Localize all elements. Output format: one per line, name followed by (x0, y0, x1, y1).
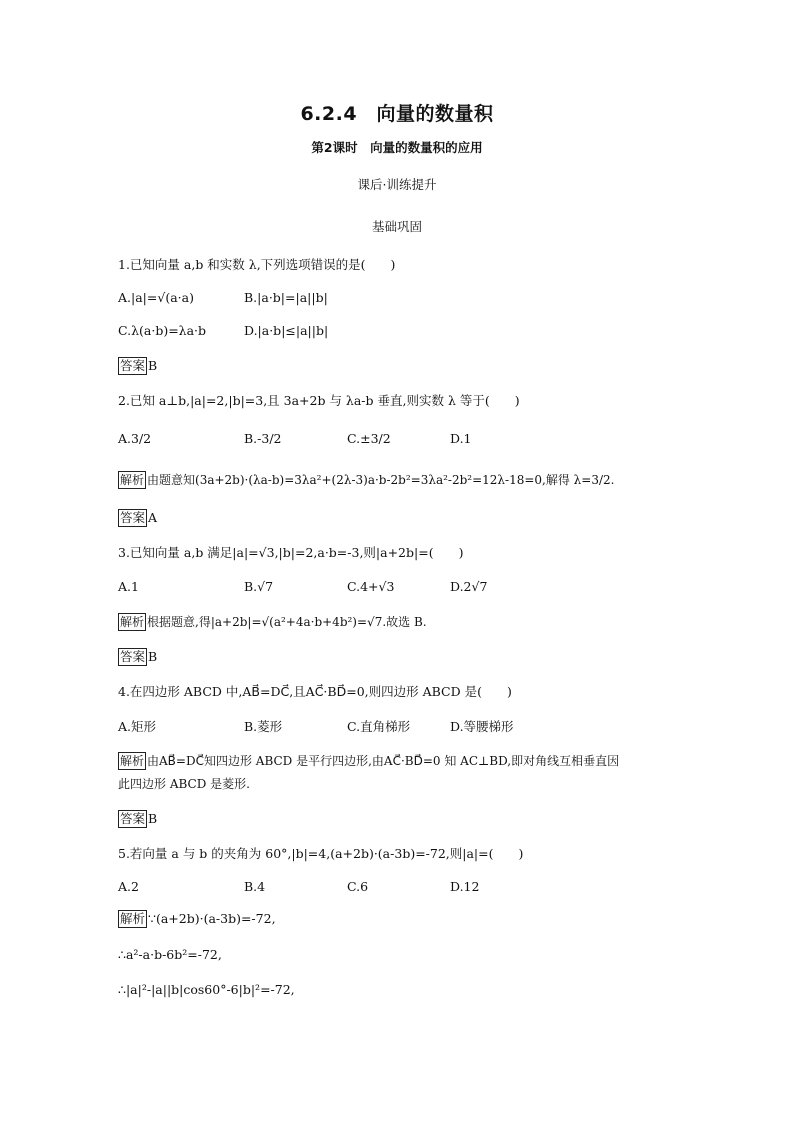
q3-analysis: 根据题意,得|a+2b|=√(a²+4a·b+4b²)=√7.故选 B. (147, 615, 427, 629)
q5-analysis-line-1: ∵(a+2b)·(a-3b)=-72, (148, 911, 276, 926)
analysis-tag: 解析 (120, 911, 146, 926)
q2-answer: A (148, 510, 158, 525)
q3-option-c: C.4+√3 (347, 579, 395, 594)
q3-answer-row (118, 648, 157, 666)
answer-tag: 答案 (120, 649, 146, 664)
subsection-heading: 基础巩固 (371, 219, 422, 234)
q2-option-b: B.-3/2 (244, 431, 282, 446)
q1-answer-row (118, 357, 157, 375)
lesson-subtitle: 第2课时 向量的数量积的应用 (311, 140, 483, 155)
question-5-stem: 5.若向量 a 与 b 的夹角为 60°,|b|=4,(a+2b)·(a-3b)=-72,则|a|=( ) (118, 846, 524, 861)
answer-tag: 答案 (120, 510, 146, 525)
q4-analysis-line-1: 由AB⃗=DC⃗知四边形 ABCD 是平行四边形,由AC⃗·BD⃗=0 知 AC⊥BD,即对角线互相垂直因 (147, 754, 620, 768)
q5-option-a: A.2 (118, 879, 139, 894)
q4-option-d: D.等腰梯形 (450, 719, 514, 734)
q5-option-d: D.12 (450, 879, 480, 894)
q5-option-b: B.4 (244, 879, 266, 894)
section-label: 课后·训练提升 (357, 177, 437, 192)
answer-tag: 答案 (120, 811, 146, 826)
analysis-tag: 解析 (120, 615, 145, 629)
q2-option-c: C.±3/2 (347, 431, 391, 446)
q4-answer: B (148, 811, 158, 826)
q1-option-b: B.|a·b|=|a||b| (244, 290, 328, 305)
q1-answer: B (148, 358, 158, 373)
q2-answer-row (118, 509, 157, 527)
analysis-tag: 解析 (120, 754, 145, 768)
q3-option-b: B.√7 (244, 579, 274, 594)
q4-analysis-line-2: 此四边形 ABCD 是菱形. (118, 777, 250, 791)
answer-tag: 答案 (120, 358, 146, 373)
q1-option-a: A.|a|=√(a·a) (118, 290, 194, 305)
q3-analysis-row (118, 613, 427, 631)
analysis-tag: 解析 (120, 473, 145, 487)
q4-answer-row (118, 810, 157, 828)
q3-option-d: D.2√7 (450, 579, 488, 594)
q4-option-a: A.矩形 (118, 719, 157, 734)
q2-option-a: A.3/2 (118, 431, 152, 446)
q4-option-b: B.菱形 (244, 719, 283, 734)
q5-analysis-line-2: ∴a²-a·b-6b²=-72, (118, 947, 222, 962)
q5-analysis-line-3: ∴|a|²-|a||b|cos60°-6|b|²=-72, (118, 982, 295, 997)
question-1-stem: 1.已知向量 a,b 和实数 λ,下列选项错误的是( ) (118, 257, 396, 272)
page-title: 6.2.4 向量的数量积 (300, 103, 494, 125)
q3-answer: B (148, 649, 158, 664)
q1-option-d: D.|a·b|≤|a||b| (244, 323, 329, 338)
q2-analysis-row (118, 471, 614, 489)
q5-analysis-row-1 (118, 910, 276, 928)
q4-analysis-row-1 (118, 752, 619, 770)
q1-option-c: C.λ(a·b)=λa·b (118, 323, 207, 338)
q4-option-c: C.直角梯形 (347, 719, 411, 734)
question-4-stem: 4.在四边形 ABCD 中,AB⃗=DC⃗,且AC⃗·BD⃗=0,则四边形 ABCD 是( ) (118, 684, 512, 699)
q5-option-c: C.6 (347, 879, 369, 894)
q3-option-a: A.1 (118, 579, 139, 594)
question-3-stem: 3.已知向量 a,b 满足|a|=√3,|b|=2,a·b=-3,则|a+2b|=( ) (118, 545, 464, 560)
q2-analysis: 由题意知(3a+2b)·(λa-b)=3λa²+(2λ-3)a·b-2b²=3λa²-2b²=12λ-18=0,解得 λ=3/2. (147, 473, 615, 487)
question-2-stem: 2.已知 a⊥b,|a|=2,|b|=3,且 3a+2b 与 λa-b 垂直,则实数 λ 等于( ) (118, 393, 520, 408)
q2-option-d: D.1 (450, 431, 472, 446)
